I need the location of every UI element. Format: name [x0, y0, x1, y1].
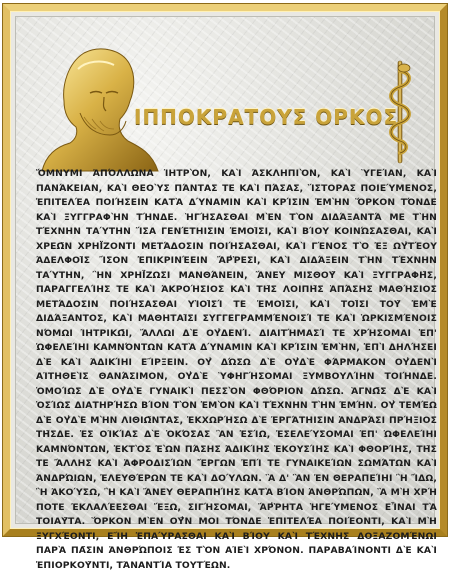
oath-text: ὌΜΝΥΜΙ ἈΠΌΛΛΩΝΑ ἸΗΤΡῸΝ, ΚΑῚ ἈΣΚΛΗΠΙῸΝ, ΚΑῚ ὙΓΕΊΑΝ, ΚΑῚ ΠΑΝΆΚΕΙΑΝ, ΚΑῚ ΘΕΟῪΣ ΠΆΝΤΑΣ ΤΕ ΚΑῚ ΠΆΣΑΣ, ἽΣΤΟΡΑΣ ΠΟΙΕΎΜΕΝΟΣ, ἘΠΙΤΕΛΈΑ ΠΟΙΉΣΕΙΝ ΚΑΤᾺ ΔΎΝΑΜΙΝ ΚΑῚ ΚΡΊΣΙΝ ἘΜῊΝ ὍΡΚΟΝ ΤΌΝΔΕ ΚΑῚ ΞΥΓΓΡΑΦῊΝ ΤΉΝΔΕ. ἩΓΉΣΑΣΘΑΙ ΜῈΝ ΤῸΝ ΔΙΔΆΞΑΝΤΆ ΜΕ ΤῊΝ ΤΈΧΝΗΝ ΤΑΎΤΗΝ ἼΣΑ ΓΕΝΈΤΗΙΣΙΝ ἘΜΟΙ͂ΣΙ, ΚΑῚ ΒΊΟΥ ΚΟΙΝΏΣΑΣΘΑΙ, ΚΑῚ ΧΡΕΩ͂Ν ΧΡΗΪ́ΖΟΝΤΙ ΜΕΤΆΔΟΣΙΝ ΠΟΙΉΣΑΣΘΑΙ, ΚΑῚ ΓΈΝΟΣ ΤῸ ἘΞ ΩΥ̓ΤΈΟΥ ἈΔΕΛΦΟΙ͂Σ ἼΣΟΝ ἘΠΙΚΡΙΝΈΕΙΝ ἌΡ̓ῬΕΣΙ, ΚΑῚ ΔΙΔΆΞΕΙΝ ΤῊΝ ΤΈΧΝΗΝ ΤΑΎΤΗΝ, ἪΝ ΧΡΗΪ́ΖΩΣΙ ΜΑΝΘΆΝΕΙΝ, ἌΝΕΥ ΜΙΣΘΟΥ͂ ΚΑῚ ΞΥΓΓΡΑΦΗ͂Σ, ΠΑΡΑΓΓΕΛΊΗΣ ΤΕ ΚΑῚ ἈΚΡΟΉΣΙΟΣ ΚΑῚ ΤΗ͂Σ ΛΟΙΠΗ͂Σ ἉΠΆΣΗΣ ΜΑΘΉΣΙΟΣ ΜΕΤΆΔΟΣΙΝ ΠΟΙΉΣΑΣΘΑΙ ΥἹΟΙ͂ΣΊ ΤΕ ἘΜΟΙ͂ΣΙ, ΚΑῚ ΤΟΙ͂ΣΙ ΤΟΥ͂ ἘΜῈ ΔΙΔΆΞΑΝΤΟΣ, ΚΑῚ ΜΑΘΗΤΑΙ͂ΣΙ ΣΥΓΓΕΓΡΑΜΜΈΝΟΙΣΊ ΤΕ ΚΑῚ ὩΡΚΙΣΜΈΝΟΙΣ ΝΌΜΩΙ ἸΗΤΡΙΚΩ͂Ι, ἌΛΛΩΙ ΔῈ ΟΥ̓ΔΕΝΊ. ΔΙΑΙΤΉΜΑΣΊ ΤΕ ΧΡΉΣΟΜΑΙ ἘΠ' ὨΦΕΛΕΊΗΙ ΚΑΜΝΌΝΤΩΝ ΚΑΤᾺ ΔΎΝΑΜΙΝ ΚΑῚ ΚΡΊΣΙΝ ἘΜῊΝ, ἘΠῚ ΔΗΛΉΣΕΙ ΔῈ ΚΑῚ ἈΔΙΚΊΗΙ ΕἼΡΞΕΙΝ. ΟΥ̓ ΔΏΣΩ ΔῈ ΟΥ̓ΔῈ ΦΆΡΜΑΚΟΝ ΟΥ̓ΔΕΝῚ ΑἸΤΗΘΕῚΣ ΘΑΝΆΣΙΜΟΝ, ΟΥ̓ΔῈ ὙΦΗΓΉΣΟΜΑΙ ΞΥΜΒΟΥΛΊΗΝ ΤΟΙΉΝΔΕ. ὉΜΟΊΩΣ ΔῈ ΟΥ̓ΔῈ ΓΥΝΑΙΚῚ ΠΕΣΣῸΝ ΦΘΌΡΙΟΝ ΔΏΣΩ. ἉΓΝΩ͂Σ ΔῈ ΚΑῚ ὉΣΊΩΣ ΔΙΑΤΗΡΉΣΩ ΒΊΟΝ ΤῸΝ ἘΜῸΝ ΚΑῚ ΤΈΧΝΗΝ ΤῊΝ ἘΜΉΝ. ΟΥ̓ ΤΕΜΈΩ ΔῈ ΟΥ̓ΔῈ ΜῊΝ ΛΙΘΙΩ͂ΝΤΑΣ, ἘΚΧΩΡΉΣΩ ΔῈ ἘΡΓΆΤΗΙΣΙΝ ἈΝΔΡΆΣΙ ΠΡΉΞΙΟΣ ΤΗ͂ΣΔΕ. ἘΣ ΟἸΚΊΑΣ ΔῈ ὉΚΌΣΑΣ ἊΝ ἘΣΊΩ, ἘΣΕΛΕΎΣΟΜΑΙ ἘΠ' ὨΦΕΛΕΊΗΙ ΚΑΜΝΌΝΤΩΝ, ἘΚΤῸΣ ἘῺΝ ΠΆΣΗΣ ἈΔΙΚΊΗΣ ἙΚΟΥΣΊΗΣ ΚΑῚ ΦΘΟΡΊΗΣ, ΤΗ͂Σ ΤΕ ἌΛΛΗΣ ΚΑῚ ἈΦΡΟΔΙΣΊΩΝ ἜΡΓΩΝ ἘΠΊ ΤΕ ΓΥΝΑΙΚΕΊΩΝ ΣΩΜΆΤΩΝ ΚΑῚ ἈΝΔΡΏΙΩΝ, ἘΛΕΥΘΈΡΩΝ ΤΕ ΚΑῚ ΔΟΎΛΩΝ. Ἃ Δ' ἊΝ ἘΝ ΘΕΡΑΠΕΊΗΙ Ἢ ἼΔΩ, Ἢ ἈΚΟΎΣΩ, Ἢ ΚΑῚ ἌΝΕΥ ΘΕΡΑΠΗΊΗΣ ΚΑΤᾺ ΒΊΟΝ ἈΝΘΡΏΠΩΝ, Ἃ ΜῊ ΧΡΉ ΠΟΤΕ ἘΚΛΑΛΈΕΣΘΑΙ ἜΞΩ, ΣΙΓΉΣΟΜΑΙ, ἌΡ̓ῬΗΤΑ ἩΓΕΎΜΕΝΟΣ ΕἾΝΑΙ ΤᾺ ΤΟΙΑΥ͂ΤΑ. ὍΡΚΟΝ ΜῈΝ ΟΥ̓͂Ν ΜΟΙ ΤΌΝΔΕ ἘΠΙΤΕΛΈΑ ΠΟΙΈΟΝΤΙ, ΚΑῚ ΜῊ ΞΥΓΧΈΟΝΤΙ, ΕἼΗ ἘΠΑΎΡΑΣΘΑΙ ΚΑῚ ΒΊΟΥ ΚΑῚ ΤΈΧΝΗΣ ΔΟΞΑΖΟΜΈΝΩΙ ΠΑΡᾺ ΠΑ͂ΣΙΝ ἈΝΘΡΏΠΟΙΣ ἘΣ ΤῸΝ ΑἸΕῚ ΧΡΌΝΟΝ. ΠΑΡΑΒΑΊΝΟΝΤΙ ΔῈ ΚΑῚ ἘΠΙΟΡΚΟΥ͂ΝΤΙ, ΤἈΝΑΝΤΊΑ ΤΟΥΤΈΩΝ.	[36, 168, 437, 571]
gold-frame	[3, 4, 447, 571]
oath-title: ΙΠΠΟΚΡΑΤΟΥΣ ΟΡΚΟΣ	[134, 105, 399, 129]
rod-of-asclepius-icon	[382, 57, 418, 165]
silver-plate	[15, 16, 437, 571]
